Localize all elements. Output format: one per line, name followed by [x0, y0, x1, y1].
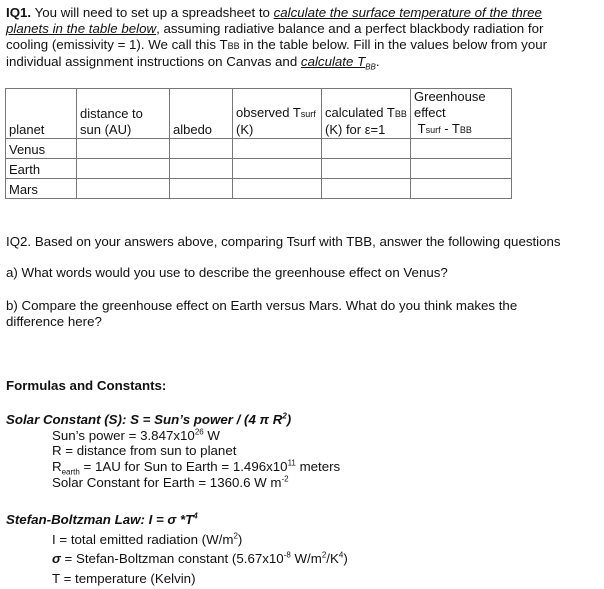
header-greenhouse — [411, 89, 512, 139]
text: - T — [440, 121, 460, 136]
text: Greenhouse — [414, 89, 486, 104]
text: b) Compare the greenhouse effect on Earth versus Mars. What do you think makes the — [6, 298, 518, 313]
planet-table — [5, 88, 512, 199]
superscript: 4 — [193, 511, 198, 521]
subscript: BB — [365, 62, 376, 72]
underlined-text: calculate T — [300, 54, 366, 69]
superscript: 11 — [287, 458, 296, 468]
superscript: 4 — [338, 550, 344, 560]
cell[interactable] — [322, 139, 411, 159]
superscript: 26 — [194, 427, 204, 437]
text: sun (AU) — [80, 122, 132, 137]
cell[interactable] — [77, 139, 170, 159]
subscript: BB — [459, 125, 472, 135]
cell[interactable] — [233, 159, 322, 179]
superscript: -2 — [281, 474, 289, 484]
table-header-row — [6, 89, 512, 139]
text: I = total emitted radiation (W/m — [52, 531, 234, 547]
cell[interactable] — [170, 179, 233, 199]
table-row — [6, 179, 512, 199]
cell[interactable] — [322, 159, 411, 179]
text: Stefan-Boltzman Law: I = σ *T — [6, 512, 194, 527]
header-observed — [233, 89, 322, 139]
text: = 1AU for Sun to Earth = 1.496x10 — [79, 459, 288, 475]
subscript: earth — [61, 467, 80, 477]
planet-cell: Venus — [6, 139, 77, 159]
text: ) — [343, 551, 348, 566]
formulas-title: Formulas and Constants: — [6, 378, 167, 393]
cell[interactable] — [322, 179, 411, 199]
header-albedo: albedo — [170, 89, 233, 139]
iq2-part-a: a) What words would you use to describe the greenhouse effect on Venus? — [6, 265, 448, 280]
cell[interactable] — [233, 139, 322, 159]
cell[interactable] — [77, 159, 170, 179]
text: cooling (emissivity = 1). We call this T — [6, 37, 228, 52]
superscript: -8 — [283, 550, 291, 560]
text: T — [417, 121, 426, 136]
cell[interactable] — [411, 159, 512, 179]
text: meters — [295, 459, 341, 475]
table-row — [6, 159, 512, 179]
table-row — [6, 139, 512, 159]
iq1-label: IQ1. — [6, 5, 32, 20]
cell[interactable] — [77, 179, 170, 199]
cell[interactable] — [411, 139, 512, 159]
cell[interactable] — [411, 179, 512, 199]
iq2-question: IQ2. Based on your answers above, comparing Tsurf with TBB, answer the following questions — [6, 234, 561, 249]
text: in the table below. Fill in the values below from your — [239, 37, 548, 52]
solar-constant-section — [6, 412, 340, 491]
text: R — [52, 459, 62, 475]
superscript: 2 — [233, 531, 238, 541]
text: Solar Constant for Earth = 1360.6 W m — [52, 474, 282, 490]
text: W/m — [290, 551, 322, 566]
superscript: 2 — [321, 550, 327, 560]
text: . — [375, 54, 380, 69]
planet-cell: Mars — [6, 179, 77, 199]
text: distance to — [80, 106, 143, 121]
subscript: BB — [394, 109, 407, 119]
superscript: 2 — [282, 411, 287, 421]
text: W — [203, 427, 220, 443]
subscript: BB — [227, 41, 240, 51]
underlined-text: calculate the surface temperature of the three — [273, 5, 542, 20]
text: , assuming radiative balance and a perfect blackbody radiation for — [156, 21, 544, 36]
text: (K) — [236, 122, 254, 137]
cell[interactable] — [170, 139, 233, 159]
text: T = temperature (Kelvin) — [52, 570, 196, 586]
text: effect — [414, 105, 446, 120]
text: R = distance from sun to planet — [52, 443, 237, 459]
text: You will need to set up a spreadsheet to — [31, 5, 274, 20]
text: difference here? — [6, 314, 102, 329]
sigma-symbol: σ — [52, 551, 61, 566]
text: calculated T — [325, 105, 395, 120]
iq2-part-b — [6, 298, 517, 330]
text: individual assignment instructions on Canvas and — [6, 54, 301, 69]
header-distance — [77, 89, 170, 139]
cell[interactable] — [170, 159, 233, 179]
text: (K) for ε=1 — [325, 122, 386, 137]
text: = Stefan-Boltzman constant (5.67x10 — [60, 551, 284, 566]
subscript: surf — [300, 109, 316, 119]
header-planet: planet — [6, 89, 77, 139]
text: Solar Constant (S): S = Sun’s power / (4 π R — [6, 412, 283, 427]
underlined-text: planets in the table below — [6, 21, 157, 36]
header-calculated — [322, 89, 411, 139]
stefan-boltzman-section — [6, 510, 348, 588]
planet-cell: Earth — [6, 159, 77, 179]
iq1-paragraph — [6, 5, 547, 70]
text: observed T — [236, 105, 301, 120]
text: ) — [286, 412, 292, 427]
cell[interactable] — [233, 179, 322, 199]
text: ) — [237, 531, 243, 547]
text: Sun’s power = 3.847x10 — [52, 427, 195, 443]
subscript: surf — [425, 125, 441, 135]
text: /K — [326, 551, 339, 566]
